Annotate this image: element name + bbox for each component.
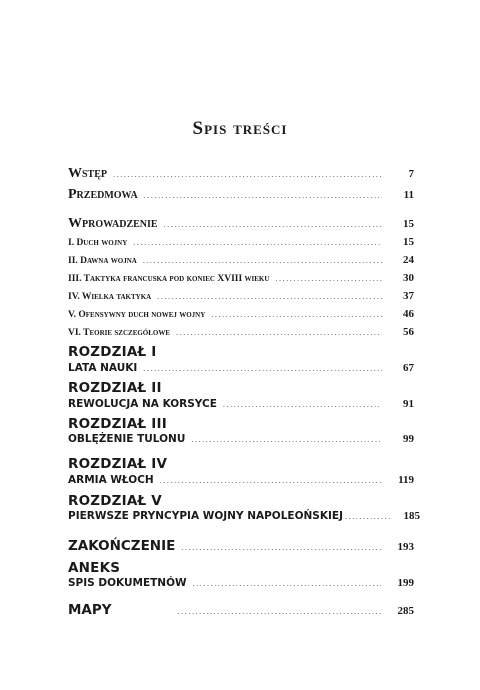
toc-entry-sub-2[interactable] xyxy=(68,254,414,266)
toc-entry-annex[interactable] xyxy=(68,577,414,589)
toc-entry-label: III. Taktyka francuska pod koniec XVIII wieku xyxy=(68,274,270,284)
toc-entry-page: 24 xyxy=(403,254,414,266)
page-title: Spis treści xyxy=(192,118,288,139)
chapter-heading: ROZDZIAŁ II xyxy=(68,380,162,396)
chapter-heading: ROZDZIAŁ III xyxy=(68,416,167,432)
toc-entry-page: 7 xyxy=(408,168,414,180)
toc-entry-label: MAPY xyxy=(68,602,112,618)
toc-entry-label: IV. Wielka taktyka xyxy=(68,292,152,302)
leader-dots xyxy=(275,274,382,283)
toc-entry-label: LATA NAUKI xyxy=(68,362,138,374)
toc-entry-page: 56 xyxy=(403,326,414,338)
leader-dots xyxy=(223,400,382,409)
toc-entry-chapter-2[interactable] xyxy=(68,398,414,410)
toc-entry-page: 46 xyxy=(403,308,414,320)
toc-entry-page: 285 xyxy=(397,605,414,617)
toc-entry-mapy[interactable] xyxy=(68,602,414,618)
toc-entry-label: PIERWSZE PRYNCYPIA WOJNY NAPOLEOŃSKIEJ xyxy=(68,510,343,522)
toc-entry-label: Przedmowa xyxy=(68,187,138,202)
toc-entry-sub-4[interactable] xyxy=(68,290,414,302)
toc-entry-label: I. Duch wojny xyxy=(68,238,128,248)
leader-dots xyxy=(176,328,382,337)
leader-dots xyxy=(113,170,382,179)
toc-entry-label: Wstęp xyxy=(68,166,108,181)
toc-entry-page: 67 xyxy=(403,362,414,374)
toc-entry-label: Wprowadzenie xyxy=(68,216,158,231)
leader-dots xyxy=(191,435,382,444)
leader-dots xyxy=(143,256,382,265)
leader-dots xyxy=(164,220,382,229)
toc-entry-label: V. Ofensywny duch nowej wojny xyxy=(68,310,206,320)
leader-dots xyxy=(181,543,382,552)
toc-entry-label: II. Dawna wojna xyxy=(68,256,137,266)
chapter-heading: ROZDZIAŁ I xyxy=(68,344,157,360)
toc-entry-page: 15 xyxy=(403,218,414,230)
toc-entry-chapter-1[interactable] xyxy=(68,362,414,374)
leader-dots xyxy=(157,292,382,301)
toc-entry-page: 199 xyxy=(397,577,414,589)
leader-dots xyxy=(178,607,382,616)
toc-entry-sub-6[interactable] xyxy=(68,326,414,338)
toc-entry-label: SPIS DOKUMETNÓW xyxy=(68,577,187,589)
leader-dots xyxy=(143,364,382,373)
toc-entry-wstep[interactable] xyxy=(68,166,414,182)
toc-entry-sub-3[interactable] xyxy=(68,272,414,284)
toc-entry-label: VI. Teorie szczegółowe xyxy=(68,328,171,338)
toc-entry-page: 99 xyxy=(403,433,414,445)
toc-entry-chapter-4[interactable] xyxy=(68,474,414,486)
toc-entry-page: 37 xyxy=(403,290,414,302)
toc-entry-wprowadzenie[interactable] xyxy=(68,216,414,232)
leader-dots xyxy=(345,512,392,521)
toc-entry-przedmowa[interactable] xyxy=(68,187,414,203)
toc-entry-page: 11 xyxy=(403,189,414,201)
leader-dots xyxy=(144,191,382,200)
leader-dots xyxy=(133,238,382,247)
chapter-heading: ROZDZIAŁ IV xyxy=(68,456,168,472)
toc-entry-page: 185 xyxy=(403,510,420,522)
toc-entry-page: 30 xyxy=(403,272,414,284)
chapter-heading: ROZDZIAŁ V xyxy=(68,493,162,509)
annex-heading: ANEKS xyxy=(68,560,121,576)
toc-entry-zakonczenie[interactable] xyxy=(68,538,414,554)
toc-entry-page: 15 xyxy=(403,236,414,248)
leader-dots xyxy=(193,579,382,588)
leader-dots xyxy=(211,310,382,319)
leader-dots xyxy=(160,476,382,485)
toc-entry-label: REWOLUCJA NA KORSYCE xyxy=(68,398,217,410)
toc-entry-chapter-5[interactable] xyxy=(68,510,420,522)
toc-entry-label: ARMIA WŁOCH xyxy=(68,474,154,486)
toc-entry-page: 193 xyxy=(397,541,414,553)
toc-entry-page: 91 xyxy=(403,398,414,410)
toc-entry-label: OBLĘŻENIE TULONU xyxy=(68,433,186,445)
toc-entry-page: 119 xyxy=(398,474,414,486)
toc-entry-sub-1[interactable] xyxy=(68,236,414,248)
toc-entry-label: ZAKOŃCZENIE xyxy=(68,538,176,554)
toc-entry-chapter-3[interactable] xyxy=(68,433,414,445)
toc-entry-sub-5[interactable] xyxy=(68,308,414,320)
